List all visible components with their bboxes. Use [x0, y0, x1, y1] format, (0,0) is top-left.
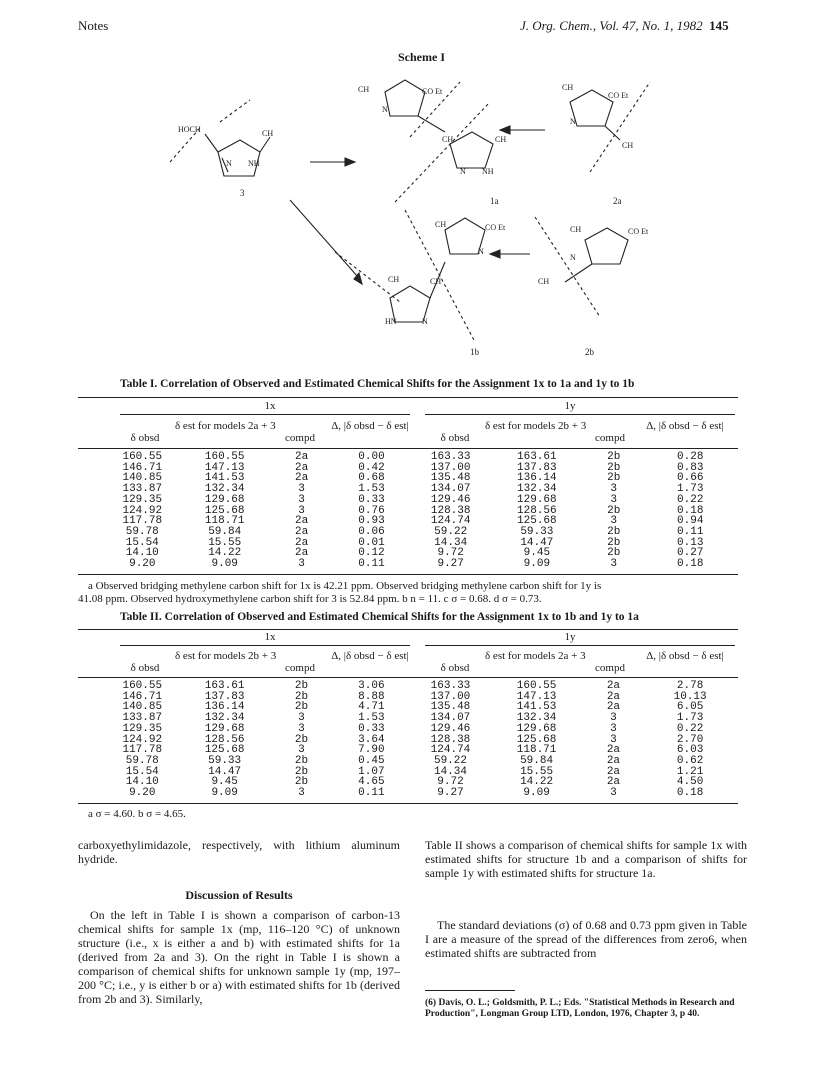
table-cell: 137.00	[430, 690, 471, 703]
svg-text:CH: CH	[495, 135, 507, 144]
table-cell: 1.73	[677, 483, 704, 496]
table-1-footnote-1: a Observed bridging methylene carbon shift for 1x is 42.21 ppm. Observed bridging methylene carbon shift for 1y is	[88, 580, 602, 592]
table-cell: 59.33	[520, 525, 554, 538]
body-right-para-2: The standard deviations (σ) of 0.68 and 0.73 ppm given in Table I are a measure of the spread of the differences from zero6, when estimated shifts are subtracted from	[425, 918, 747, 960]
table-cell: 0.45	[358, 754, 385, 767]
table-cell: 160.55	[122, 451, 163, 463]
table-cell: 3	[298, 712, 305, 725]
table-cell: 137.83	[204, 690, 245, 703]
table-cell: 125.68	[516, 733, 557, 746]
table-cell: 0.11	[677, 525, 704, 538]
body-right-para-1: Table II shows a comparison of chemical shifts for sample 1x with estimated shifts for structure 1b and a comparison of shifts for sample 1y with estimated shifts for structure 1a.	[425, 838, 747, 880]
table-1-h2: δ est for models 2a + 3	[175, 420, 276, 432]
table-cell: 3	[610, 712, 617, 725]
table-1-group-right: 1y	[564, 400, 576, 412]
label-2a: 2a	[613, 196, 622, 206]
table-row	[110, 767, 740, 778]
table-row	[110, 788, 740, 799]
table-row	[110, 516, 740, 527]
table-cell: 2a	[294, 547, 309, 560]
table-2-h5: δ obsd	[440, 662, 470, 674]
table-cell: 160.55	[122, 680, 163, 692]
table-cell: 9.09	[211, 787, 238, 800]
table-cell: 163.33	[430, 680, 471, 692]
table-cell: 9.45	[211, 776, 238, 789]
table-cell: 137.83	[517, 461, 557, 474]
svg-text:CH: CH	[262, 129, 274, 138]
table-cell: 2b	[294, 733, 309, 746]
table-cell: 0.27	[677, 547, 704, 560]
table-cell: 3	[610, 733, 617, 746]
table-cell: 3	[298, 504, 305, 517]
svg-text:CH: CH	[570, 225, 582, 234]
table-cell: 128.56	[517, 504, 557, 517]
table-cell: 163.61	[517, 451, 557, 463]
table-cell: 133.87	[122, 712, 163, 725]
table-cell: 14.47	[208, 765, 242, 778]
table-cell: 129.46	[430, 493, 471, 506]
svg-text:CH: CH	[442, 135, 454, 144]
table-cell: 0.06	[358, 525, 385, 538]
table-1-h3: compd	[285, 432, 315, 444]
table-2-h1: δ obsd	[130, 662, 160, 674]
table-row	[110, 745, 740, 756]
table-cell: 132.34	[516, 712, 557, 725]
table-cell: 14.34	[433, 765, 467, 778]
table-cell: 140.85	[122, 701, 163, 714]
table-cell: 2a	[294, 515, 309, 528]
body-left-para-2: On the left in Table I is shown a comparison of carbon-13 chemical shifts for sample 1x (mp, 116–120 °C) of unknown structure (i.e., x is either a and b) with estimated shifts for 1a (derived from 2a and 3). On the right in Table I is shown a comparison of chemical shifts for unknown sample 1y (mp, 197–200 °C; i.e., y is either b or a) with estimated shifts for 1b (derived from 2b and 3). Similarly,	[78, 908, 400, 1006]
table-cell: 2b	[607, 504, 621, 517]
table-cell: 132.34	[204, 712, 245, 725]
table-cell: 1.53	[358, 712, 385, 725]
table-cell: 2b	[607, 547, 621, 560]
svg-text:N: N	[570, 117, 576, 126]
table-cell: 2b	[607, 525, 621, 538]
table-cell: 15.54	[125, 765, 159, 778]
table-1-h5: δ obsd	[440, 432, 470, 444]
table-cell: 141.53	[204, 472, 245, 485]
table-cell: 135.48	[430, 701, 471, 714]
table-cell: 2b	[607, 472, 621, 485]
table-cell: 163.33	[430, 451, 471, 463]
table-cell: 2a	[294, 525, 309, 538]
table-1-h1: δ obsd	[130, 432, 160, 444]
table-cell: 3	[298, 744, 305, 757]
table-row	[110, 724, 740, 735]
table-row	[110, 495, 740, 506]
table-cell: 0.01	[358, 536, 385, 549]
svg-text:N: N	[422, 317, 428, 326]
table-2-h7: compd	[595, 662, 625, 674]
table-cell: 6.05	[676, 701, 704, 714]
table-1-footnote-2: 41.08 ppm. Observed hydroxymethylene carbon shift for 3 is 52.84 ppm. b n = 11. c σ = 0.68. d σ = 0.73.	[78, 593, 542, 605]
table-cell: 129.68	[204, 493, 245, 506]
table-cell: 125.68	[517, 515, 557, 528]
table-2-h2: δ est for models 2b + 3	[175, 650, 277, 662]
table-cell: 2b	[607, 536, 621, 549]
table-cell: 1.73	[676, 712, 704, 725]
table-cell: 9.20	[129, 787, 156, 800]
compound-1a-structure	[385, 80, 493, 202]
table-cell: 59.22	[433, 754, 467, 767]
table-cell: 129.35	[122, 722, 163, 735]
table-cell: 2a	[606, 690, 621, 703]
svg-text:N: N	[226, 159, 232, 168]
table-cell: 14.22	[208, 547, 242, 560]
table-cell: 0.94	[677, 515, 704, 528]
journal-citation: J. Org. Chem., Vol. 47, No. 1, 1982	[520, 18, 703, 33]
table-cell: 136.14	[517, 472, 557, 485]
table-cell: 132.34	[204, 483, 245, 496]
svg-text:HN: HN	[385, 317, 397, 326]
table-cell: 15.54	[125, 536, 159, 549]
table-cell: 59.33	[208, 754, 242, 767]
scheme-title: Scheme I	[398, 50, 445, 64]
table-cell: 59.78	[125, 754, 159, 767]
table-cell: 2b	[294, 680, 309, 692]
table-2-h3: compd	[285, 662, 315, 674]
table-cell: 2b	[294, 754, 309, 767]
table-cell: 118.71	[516, 744, 557, 757]
svg-text:HOCH: HOCH	[178, 125, 201, 134]
table-cell: 0.00	[358, 451, 385, 463]
table-cell: 124.92	[122, 504, 163, 517]
table-cell: 124.74	[430, 744, 471, 757]
table-cell: 0.22	[676, 722, 704, 735]
table-cell: 0.42	[358, 461, 385, 474]
table-cell: 0.68	[358, 472, 385, 485]
table-cell: 3	[610, 558, 618, 571]
table-cell: 59.84	[520, 754, 554, 767]
table-cell: 2a	[606, 765, 621, 778]
table-cell: 125.68	[204, 744, 245, 757]
table-cell: 160.55	[204, 451, 245, 463]
table-cell: 8.88	[358, 690, 385, 703]
table-2-footnote: a σ = 4.60. b σ = 4.65.	[88, 808, 186, 820]
label-2b: 2b	[585, 347, 594, 357]
table-cell: 0.12	[358, 547, 385, 560]
table-cell: 9.27	[437, 787, 464, 800]
table-cell: 3	[298, 558, 305, 571]
table-cell: 134.07	[430, 712, 471, 725]
svg-text:CH: CH	[435, 220, 447, 229]
table-1-h6: δ est for models 2b + 3	[485, 420, 587, 432]
table-cell: 2a	[606, 776, 621, 789]
svg-text:NH: NH	[482, 167, 494, 176]
section-heading: Discussion of Results	[185, 888, 293, 902]
table-row	[110, 548, 740, 559]
table-cell: 117.78	[122, 744, 163, 757]
table-cell: 9.45	[523, 547, 551, 560]
svg-text:CO Et: CO Et	[608, 91, 629, 100]
svg-text:CO Et: CO Et	[628, 227, 649, 236]
svg-text:CH: CH	[538, 277, 550, 286]
table-cell: 129.68	[516, 722, 557, 735]
table-cell: 2a	[606, 744, 621, 757]
table-1-group-left: 1x	[264, 400, 276, 412]
table-cell: 0.18	[677, 558, 704, 571]
table-2-group-left: 1x	[264, 631, 276, 643]
table-cell: 2a	[294, 472, 309, 485]
table-cell: 124.74	[430, 515, 471, 528]
table-cell: 59.78	[125, 525, 159, 538]
table-cell: 3	[298, 787, 305, 800]
table-row	[110, 777, 740, 788]
table-cell: 3	[610, 493, 618, 506]
table-cell: 9.20	[129, 558, 156, 571]
table-cell: 0.33	[358, 493, 385, 506]
table-cell: 7.90	[358, 744, 385, 757]
table-cell: 1.07	[358, 765, 385, 778]
table-cell: 1.53	[358, 483, 385, 496]
table-cell: 147.13	[204, 461, 245, 474]
table-cell: 129.68	[517, 493, 557, 506]
svg-text:CH: CH	[388, 275, 400, 284]
table-cell: 6.03	[676, 744, 704, 757]
table-cell: 2a	[294, 536, 309, 549]
table-cell: 134.07	[430, 483, 471, 496]
table-cell: 132.34	[517, 483, 557, 496]
running-header-left: Notes	[78, 18, 109, 33]
table-cell: 9.72	[437, 776, 464, 789]
label-1b: 1b	[470, 347, 479, 357]
table-cell: 0.18	[676, 787, 704, 800]
table-2-h8: Δ, |δ obsd − δ est|	[646, 650, 724, 662]
table-cell: 129.46	[430, 722, 471, 735]
table-cell: 2a	[294, 461, 309, 474]
compound-2b-structure	[535, 217, 628, 317]
table-cell: 9.09	[523, 787, 550, 800]
table-row	[110, 559, 740, 570]
svg-text:CH: CH	[358, 85, 370, 94]
table-2-h4: Δ, |δ obsd − δ est|	[331, 650, 409, 662]
table-cell: 59.84	[208, 525, 242, 538]
reaction-scheme	[160, 62, 680, 367]
table-cell: 14.10	[125, 547, 159, 560]
table-1-h4: Δ, |δ obsd − δ est|	[331, 420, 409, 432]
table-cell: 15.55	[208, 536, 242, 549]
table-cell: 2a	[606, 754, 621, 767]
table-cell: 2.70	[676, 733, 704, 746]
table-cell: 0.76	[358, 504, 385, 517]
table-cell: 133.87	[122, 483, 163, 496]
table-cell: 2b	[294, 690, 309, 703]
table-cell: 136.14	[204, 701, 245, 714]
table-cell: 2a	[294, 451, 309, 463]
svg-text:N: N	[460, 167, 466, 176]
table-cell: 14.34	[434, 536, 468, 549]
table-cell: 137.00	[430, 461, 471, 474]
svg-text:CO Et: CO Et	[485, 223, 506, 232]
label-1a: 1a	[490, 196, 499, 206]
table-cell: 2b	[294, 701, 309, 714]
table-cell: 2a	[606, 701, 621, 714]
table-cell: 128.38	[430, 504, 471, 517]
table-cell: 117.78	[122, 515, 163, 528]
table-cell: 1.21	[676, 765, 704, 778]
table-cell: 3	[610, 483, 618, 496]
table-cell: 3	[610, 787, 617, 800]
svg-text:N: N	[570, 253, 576, 262]
table-cell: 0.11	[358, 787, 385, 800]
page-number: 145	[709, 18, 729, 33]
arrow-to-1b	[290, 200, 358, 277]
table-cell: 128.38	[430, 733, 471, 746]
table-2-h6: δ est for models 2a + 3	[485, 650, 586, 662]
table-cell: 163.61	[204, 680, 245, 692]
table-cell: 3	[298, 722, 305, 735]
table-cell: 2.78	[676, 680, 704, 692]
table-cell: 2b	[607, 461, 621, 474]
table-1	[110, 452, 740, 570]
table-cell: 3.06	[358, 680, 385, 692]
table-1-h8: Δ, |δ obsd − δ est|	[646, 420, 724, 432]
table-cell: 9.09	[211, 558, 238, 571]
label-3: 3	[240, 188, 245, 198]
table-cell: 59.22	[434, 525, 468, 538]
table-cell: 4.65	[358, 776, 385, 789]
table-cell: 0.33	[358, 722, 385, 735]
table-cell: 9.27	[437, 558, 464, 571]
table-cell: 4.50	[676, 776, 704, 789]
table-cell: 147.13	[516, 690, 557, 703]
table-cell: 3	[610, 515, 618, 528]
body-left-para-1: carboxyethylimidazole, respectively, with lithium aluminum hydride.	[78, 838, 400, 866]
table-cell: 140.85	[122, 472, 163, 485]
table-cell: 14.10	[125, 776, 159, 789]
table-cell: 3	[298, 493, 305, 506]
table-cell: 3	[610, 722, 617, 735]
table-2	[110, 681, 740, 799]
table-cell: 2b	[294, 765, 309, 778]
running-header-journal	[520, 18, 729, 34]
svg-text:NH: NH	[248, 159, 260, 168]
table-1-h7: compd	[595, 432, 625, 444]
table-cell: 128.56	[204, 733, 245, 746]
table-cell: 2a	[606, 680, 621, 692]
table-2-group-right: 1y	[564, 631, 576, 643]
table-cell: 0.11	[358, 558, 385, 571]
reference-6: (6) Davis, O. L.; Goldsmith, P. L.; Eds. "Statistical Methods in Research and Production", Longman Group LTD, London, 1976, Chapter 3, p 40.	[425, 998, 735, 1019]
table-cell: 15.55	[520, 765, 554, 778]
table-cell: 0.62	[676, 754, 704, 767]
table-cell: 0.13	[677, 536, 704, 549]
table-cell: 141.53	[516, 701, 557, 714]
svg-text:N: N	[382, 105, 388, 114]
table-cell: 14.22	[520, 776, 554, 789]
table-cell: 160.55	[516, 680, 557, 692]
table-cell: 10.13	[673, 690, 707, 703]
table-row	[110, 538, 740, 549]
table-cell: 14.47	[520, 536, 554, 549]
table-cell: 125.68	[204, 504, 245, 517]
table-cell: 2b	[607, 451, 621, 463]
table-cell: 0.93	[358, 515, 385, 528]
table-1-title: Table I. Correlation of Observed and Estimated Chemical Shifts for the Assignment 1x to 1a and 1y to 1b	[120, 378, 635, 390]
table-cell: 0.66	[677, 472, 704, 485]
table-cell: 118.71	[204, 515, 245, 528]
table-cell: 3.64	[358, 733, 385, 746]
table-cell: 0.28	[677, 451, 704, 463]
table-cell: 129.68	[204, 722, 245, 735]
svg-text:CO Et: CO Et	[422, 87, 443, 96]
table-cell: 146.71	[122, 461, 163, 474]
svg-text:CH: CH	[430, 277, 442, 286]
table-cell: 146.71	[122, 690, 163, 703]
table-cell: 9.09	[523, 558, 551, 571]
table-cell: 4.71	[358, 701, 385, 714]
svg-text:CH: CH	[622, 141, 634, 150]
table-cell: 3	[298, 483, 305, 496]
table-row	[110, 756, 740, 767]
table-cell: 9.72	[437, 547, 464, 560]
svg-text:N: N	[478, 247, 484, 256]
table-cell: 129.35	[122, 493, 163, 506]
table-cell: 2b	[294, 776, 309, 789]
table-cell: 124.92	[122, 733, 163, 746]
svg-text:CH: CH	[562, 83, 574, 92]
table-cell: 0.83	[677, 461, 704, 474]
table-cell: 0.22	[677, 493, 704, 506]
table-cell: 135.48	[430, 472, 471, 485]
table-row	[110, 527, 740, 538]
table-cell: 0.18	[677, 504, 704, 517]
table-2-title: Table II. Correlation of Observed and Estimated Chemical Shifts for the Assignment 1x to 1b and 1y to 1a	[120, 611, 639, 623]
